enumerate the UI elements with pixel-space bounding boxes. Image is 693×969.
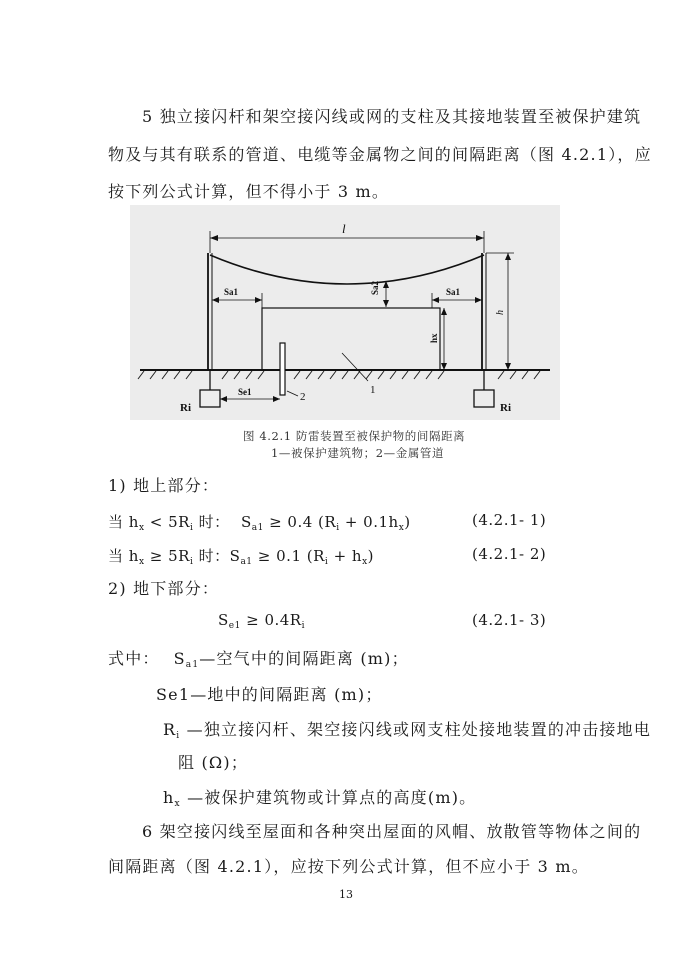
label-sa1-right: Sa1 (446, 287, 461, 297)
label-pipe: 2 (300, 391, 306, 403)
figure-legend: 1—被保护建筑物；2—金属管道 (271, 446, 445, 460)
label-sa2: Sa2 (370, 280, 380, 295)
definition-ri-cont: 阻 (Ω)； (178, 753, 249, 772)
closing-line-1: 6 架空接闪线至屋面和各种突出屋面的风帽、放散管等物体之间的 (142, 822, 642, 841)
equation-1-number: (4.2.1- 1) (472, 511, 547, 529)
label-building: 1 (370, 384, 376, 396)
label-l: l (342, 221, 346, 236)
separation-distance-figure (130, 205, 560, 420)
intro-line-3: 按下列公式计算，但不得小于 3 m。 (108, 182, 390, 201)
equation-1: 当 $h_x < 5R_i$ 时： $S_{a1} \ge 0.4$ $(R_i + 0.1h_x)$ (108, 513, 411, 533)
label-se1: Se1 (238, 387, 252, 397)
equation-3-number: (4.2.1- 3) (472, 611, 547, 629)
page-number: 13 (339, 888, 353, 901)
section-above-ground: 1) 地上部分： (108, 476, 220, 495)
label-h: h (495, 310, 506, 315)
intro-line-2: 物及与其有联系的管道、电缆等金属物之间的间隔距离（图 4.2.1），应 (108, 145, 652, 164)
definition-hx: $h_x$ —被保护建筑物或计算点的高度(m)。 (163, 788, 477, 809)
section-below-ground: 2) 地下部分： (108, 579, 220, 598)
label-ri-left: Ri (180, 402, 191, 414)
definition-se1: Se1—地中的间隔距离 (m)； (156, 685, 383, 704)
label-hx: hx (429, 333, 439, 343)
definition-ri: $R_i$ —独立接闪杆、架空接闪线或网支柱处接地装置的冲击接地电 (163, 720, 652, 741)
figure-caption: 图 4.2.1 防雷装置至被保护物的间隔距离 (243, 429, 466, 443)
equation-2: 当 $h_x \ge 5R_i$ 时：$S_{a1} \ge 0.1$ $(R_i + h_x)$ (108, 547, 374, 567)
closing-line-2: 间隔距离（图 4.2.1），应按下列公式计算，但不应小于 3 m。 (108, 857, 589, 876)
equation-2-number: (4.2.1- 2) (472, 545, 547, 563)
label-sa1-left: Sa1 (224, 287, 239, 297)
label-ri-right: Ri (500, 402, 511, 414)
equation-3: $S_{e1} \ge 0.4R_i$ (218, 611, 305, 631)
definition-sa1: 式中： $S_{a1}—$空气中的间隔距离 (m)； (108, 649, 409, 670)
intro-line-1: 5 独立接闪杆和架空接闪线或网的支柱及其接地装置至被保护建筑 (142, 107, 642, 126)
